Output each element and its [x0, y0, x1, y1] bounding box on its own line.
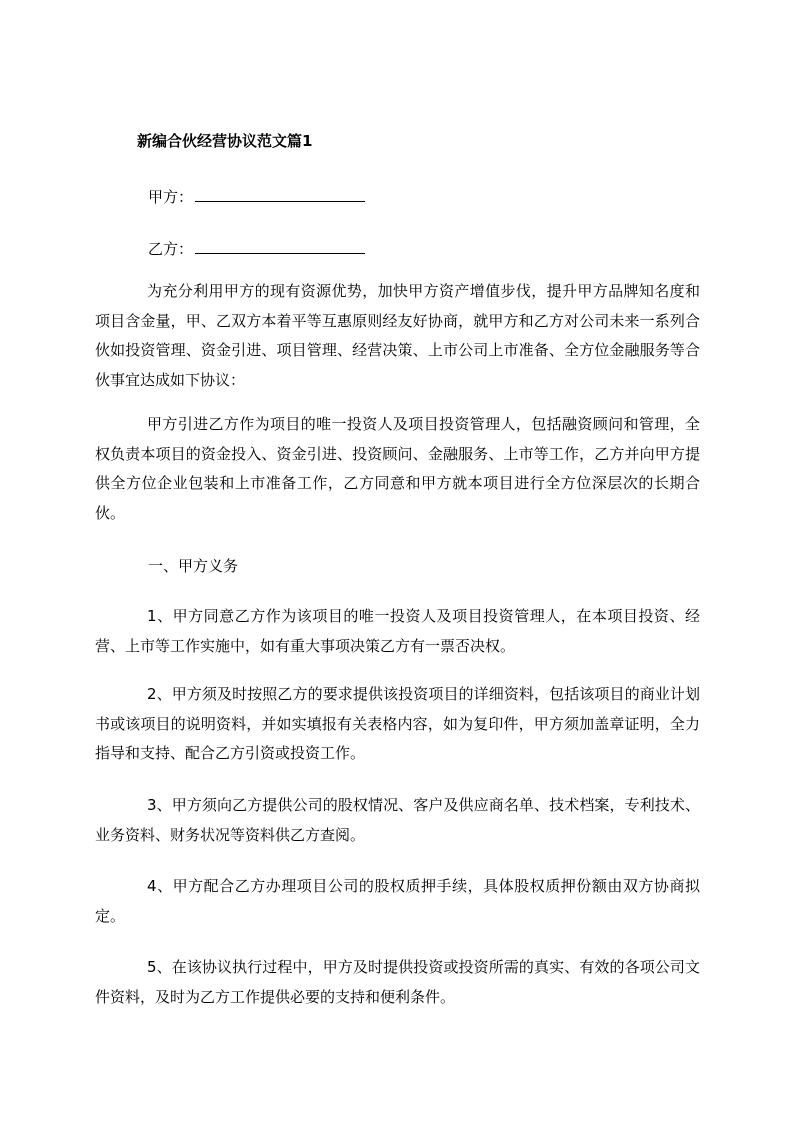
section-one-heading: 一、甲方义务: [148, 557, 239, 575]
clause-4: 4、甲方配合乙方办理项目公司的股权质押手续，具体股权质押份额由双方协商拟定。: [95, 877, 700, 925]
intro-paragraph: 为充分利用甲方的现有资源优势，加快甲方资产增值步伐，提升甲方品牌知名度和项目含金量，甲、乙双方本着平等互惠原则经友好协商，就甲方和乙方对公司未来一系列合伙如投资管理、资金引进、项目管理、经营决策、上市公司上市准备、全方位金融服务等合伙事宜达成如下协议：: [95, 282, 700, 389]
scope-paragraph: 甲方引进乙方作为项目的唯一投资人及项目投资管理人，包括融资顾问和管理，全权负责本项目的资金投入、资金引进、投资顾问、金融服务、上市等工作，乙方并向甲方提供全方位企业包装和上市准备工作，乙方同意和甲方就本项目进行全方位深层次的长期合伙。: [95, 415, 700, 522]
party-b-label: 乙方：: [148, 240, 194, 258]
party-a-line: [148, 186, 365, 207]
document-title: 新编合伙经营协议范文篇1: [137, 132, 313, 150]
party-a-label: 甲方：: [148, 188, 194, 206]
party-b-blank: [195, 238, 365, 254]
party-a-blank: [195, 186, 365, 202]
party-b-line: [148, 238, 365, 259]
clause-5: 5、在该协议执行过程中，甲方及时提供投资或投资所需的真实、有效的各项公司文件资料，及时为乙方工作提供必要的支持和便利条件。: [95, 958, 700, 1006]
clause-1: 1、甲方同意乙方作为该项目的唯一投资人及项目投资管理人，在本项目投资、经营、上市等工作实施中，如有重大事项决策乙方有一票否决权。: [95, 607, 700, 655]
clause-2: 2、甲方须及时按照乙方的要求提供该投资项目的详细资料，包括该项目的商业计划书或该项目的说明资料，并如实填报有关表格内容，如为复印件，甲方须加盖章证明，全力指导和支持、配合乙方引资或投资工作。: [95, 685, 700, 762]
clause-3: 3、甲方须向乙方提供公司的股权情况、客户及供应商名单、技术档案，专利技术、业务资料、财务状况等资料供乙方查阅。: [95, 796, 700, 844]
